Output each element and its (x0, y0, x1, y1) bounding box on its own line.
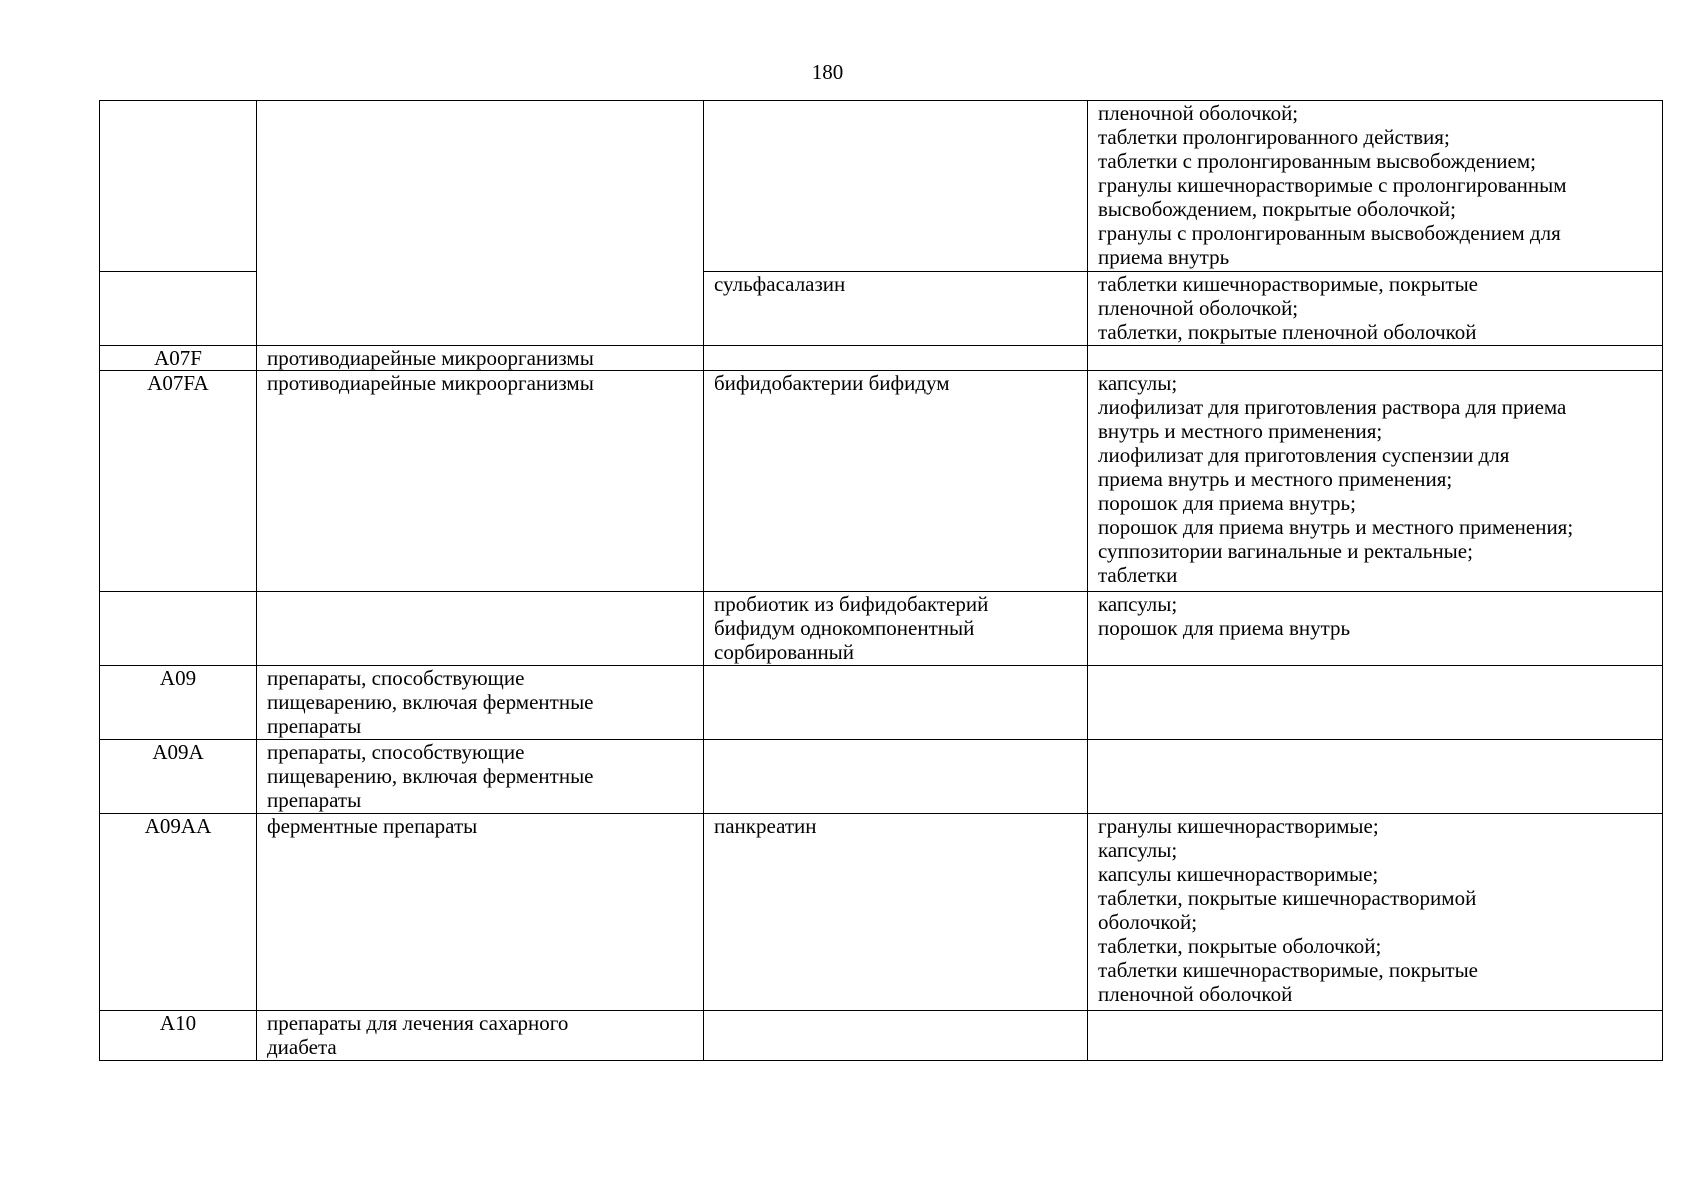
form-line: суппозитории вагинальные и ректальные; (1098, 539, 1473, 563)
group-cell (257, 101, 704, 346)
group-cell (257, 592, 704, 666)
forms-cell (1088, 740, 1663, 814)
drug-cell (704, 666, 1088, 740)
form-line: гранулы с пролонгированным высвобождением для (1098, 221, 1561, 245)
form-line: таблетки, покрытые кишечнорастворимой (1098, 886, 1477, 910)
form-line: порошок для приема внутрь и местного применения; (1098, 515, 1574, 539)
forms-cell (1088, 371, 1663, 592)
form-line: оболочкой; (1098, 910, 1198, 934)
drug-name: сорбированный (714, 640, 855, 664)
forms-cell (1088, 272, 1663, 346)
table-row (100, 371, 1663, 592)
group-name: пищеварению, включая ферментные (267, 764, 594, 788)
atc-code-cell (100, 272, 257, 346)
group-cell (257, 740, 704, 814)
group-name: противодиарейные микроорганизмы (267, 371, 594, 395)
form-line: капсулы; (1098, 838, 1178, 862)
forms-cell (1088, 592, 1663, 666)
drug-name: сульфасалазин (714, 272, 846, 296)
form-line: капсулы; (1098, 592, 1178, 616)
group-name: ферментные препараты (267, 814, 478, 838)
form-line: гранулы кишечнорастворимые с пролонгированным (1098, 173, 1567, 197)
table-row (100, 740, 1663, 814)
form-line: таблетки с пролонгированным высвобождением; (1098, 149, 1536, 173)
atc-code-cell: A09 (100, 666, 257, 740)
table-row (100, 1011, 1663, 1061)
form-line: таблетки, покрытые оболочкой; (1098, 934, 1382, 958)
drug-name: бифидобактерии бифидум (714, 371, 950, 395)
drug-cell (704, 272, 1088, 346)
drug-name: пробиотик из бифидобактерий (714, 592, 989, 616)
atc-code-cell (100, 592, 257, 666)
form-line: лиофилизат для приготовления раствора для приема (1098, 395, 1567, 419)
page-number: 180 (811, 60, 844, 84)
form-line: таблетки кишечнорастворимые, покрытые (1098, 958, 1478, 982)
atc-code-cell: A09AA (100, 814, 257, 1011)
forms-cell (1088, 814, 1663, 1011)
form-line: пленочной оболочкой; (1098, 101, 1299, 125)
form-line: пленочной оболочкой; (1098, 296, 1299, 320)
table-row (100, 814, 1663, 1011)
group-name: препараты, способствующие (267, 666, 525, 690)
atc-code-cell: A07F (100, 346, 257, 371)
drug-cell (704, 101, 1088, 272)
form-line: капсулы кишечнорастворимые; (1098, 862, 1379, 886)
group-cell (257, 346, 704, 371)
drug-cell (704, 592, 1088, 666)
group-name: пищеварению, включая ферментные (267, 690, 594, 714)
drug-cell (704, 814, 1088, 1011)
group-name: препараты для лечения сахарного (267, 1011, 569, 1035)
group-name: противодиарейные микроорганизмы (267, 346, 594, 370)
drug-cell (704, 740, 1088, 814)
form-line: порошок для приема внутрь (1098, 616, 1351, 640)
group-name: препараты, способствующие (267, 740, 525, 764)
table-row (100, 101, 1663, 272)
form-line: приема внутрь и местного применения; (1098, 467, 1453, 491)
group-name: препараты (267, 788, 362, 812)
form-line: гранулы кишечнорастворимые; (1098, 814, 1379, 838)
form-line: таблетки кишечнорастворимые, покрытые (1098, 272, 1478, 296)
drug-cell (704, 346, 1088, 371)
drug-table (99, 100, 1663, 1061)
group-cell (257, 666, 704, 740)
form-line: капсулы; (1098, 371, 1178, 395)
atc-code-cell: A09A (100, 740, 257, 814)
form-line: высвобождением, покрытые оболочкой; (1098, 197, 1456, 221)
atc-code-cell (100, 101, 257, 272)
form-line: таблетки пролонгированного действия; (1098, 125, 1450, 149)
group-cell (257, 814, 704, 1011)
atc-code-cell: A10 (100, 1011, 257, 1061)
forms-cell (1088, 101, 1663, 272)
drug-cell (704, 371, 1088, 592)
form-line: пленочной оболочкой (1098, 982, 1293, 1006)
form-line: таблетки (1098, 563, 1178, 587)
table-row (100, 592, 1663, 666)
forms-cell (1088, 1011, 1663, 1061)
table-row (100, 346, 1663, 371)
form-line: приема внутрь (1098, 245, 1230, 269)
drug-name: бифидум однокомпонентный (714, 616, 975, 640)
forms-cell (1088, 346, 1663, 371)
group-name: препараты (267, 714, 362, 738)
forms-cell (1088, 666, 1663, 740)
table-row (100, 666, 1663, 740)
form-line: лиофилизат для приготовления суспензии для (1098, 443, 1510, 467)
drug-name: панкреатин (714, 814, 817, 838)
group-cell (257, 371, 704, 592)
form-line: внутрь и местного применения; (1098, 419, 1383, 443)
atc-code-cell: A07FA (100, 371, 257, 592)
group-cell (257, 1011, 704, 1061)
drug-cell (704, 1011, 1088, 1061)
form-line: порошок для приема внутрь; (1098, 491, 1356, 515)
group-name: диабета (267, 1035, 337, 1059)
form-line: таблетки, покрытые пленочной оболочкой (1098, 320, 1477, 344)
